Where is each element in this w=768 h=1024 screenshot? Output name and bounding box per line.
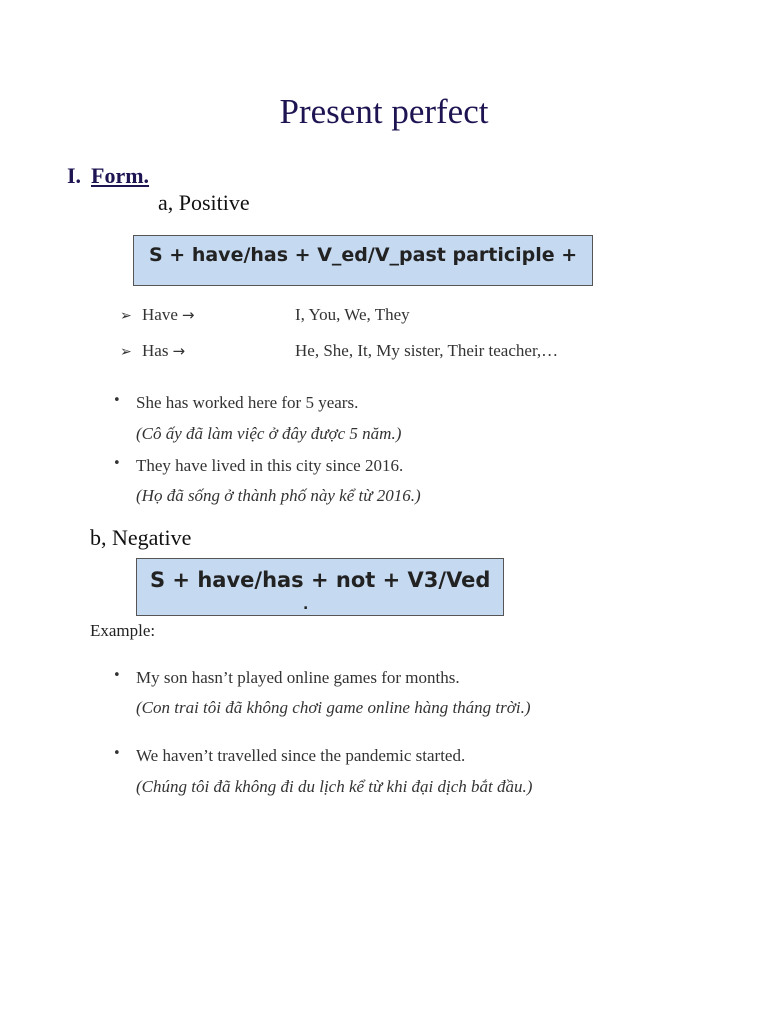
section-number: I. [67,163,82,188]
positive-formula-text: S + have/has + V_ed/V_past participle + [149,244,578,266]
pronoun-verb: Has [142,341,169,360]
example-translation: (Chúng tôi đã không đi du lịch kể từ khi đại dịch bắt đầu.) [136,777,533,796]
bullet-dot-icon: • [113,456,121,471]
negative-heading: b, Negative [90,525,192,550]
positive-heading: a, Positive [158,190,250,215]
page-title: Present perfect [279,92,489,131]
example-sentence: • My son hasn’t played online games for months. [113,668,460,687]
arrow-bullet-icon: ➢ [120,308,132,324]
formula-trailing-dot: . [303,597,309,613]
right-arrow-icon: → [181,306,195,324]
right-arrow-icon: → [172,342,186,360]
example-sentence: • She has worked here for 5 years. [113,393,359,412]
example-translation: (Họ đã sống ở thành phố này kể từ 2016.) [136,486,421,505]
example-sentence: • We haven’t travelled since the pandemic started. [113,746,466,765]
pronoun-verb: Have [142,305,178,324]
negative-formula-text: S + have/has + not + V3/Ved [150,568,491,592]
negative-formula-box [136,558,504,616]
example-sentence: • They have lived in this city since 2016. [113,456,404,475]
positive-formula-box [133,235,593,286]
bullet-dot-icon: • [113,393,121,408]
bullet-dot-icon: • [113,668,121,683]
pronoun-subjects-has: He, She, It, My sister, Their teacher,… [295,341,559,360]
example-translation: (Con trai tôi đã không chơi game online hàng tháng trời.) [136,698,531,717]
bullet-dot-icon: • [113,746,121,761]
example-translation: (Cô ấy đã làm việc ở đây được 5 năm.) [136,424,402,443]
example-label: Example: [90,621,156,640]
section-title: Form. [91,163,150,188]
pronoun-subjects-have: I, You, We, They [295,305,410,324]
pronoun-item-have [120,305,194,325]
arrow-bullet-icon: ➢ [120,344,132,360]
pronoun-item-has [120,341,185,361]
